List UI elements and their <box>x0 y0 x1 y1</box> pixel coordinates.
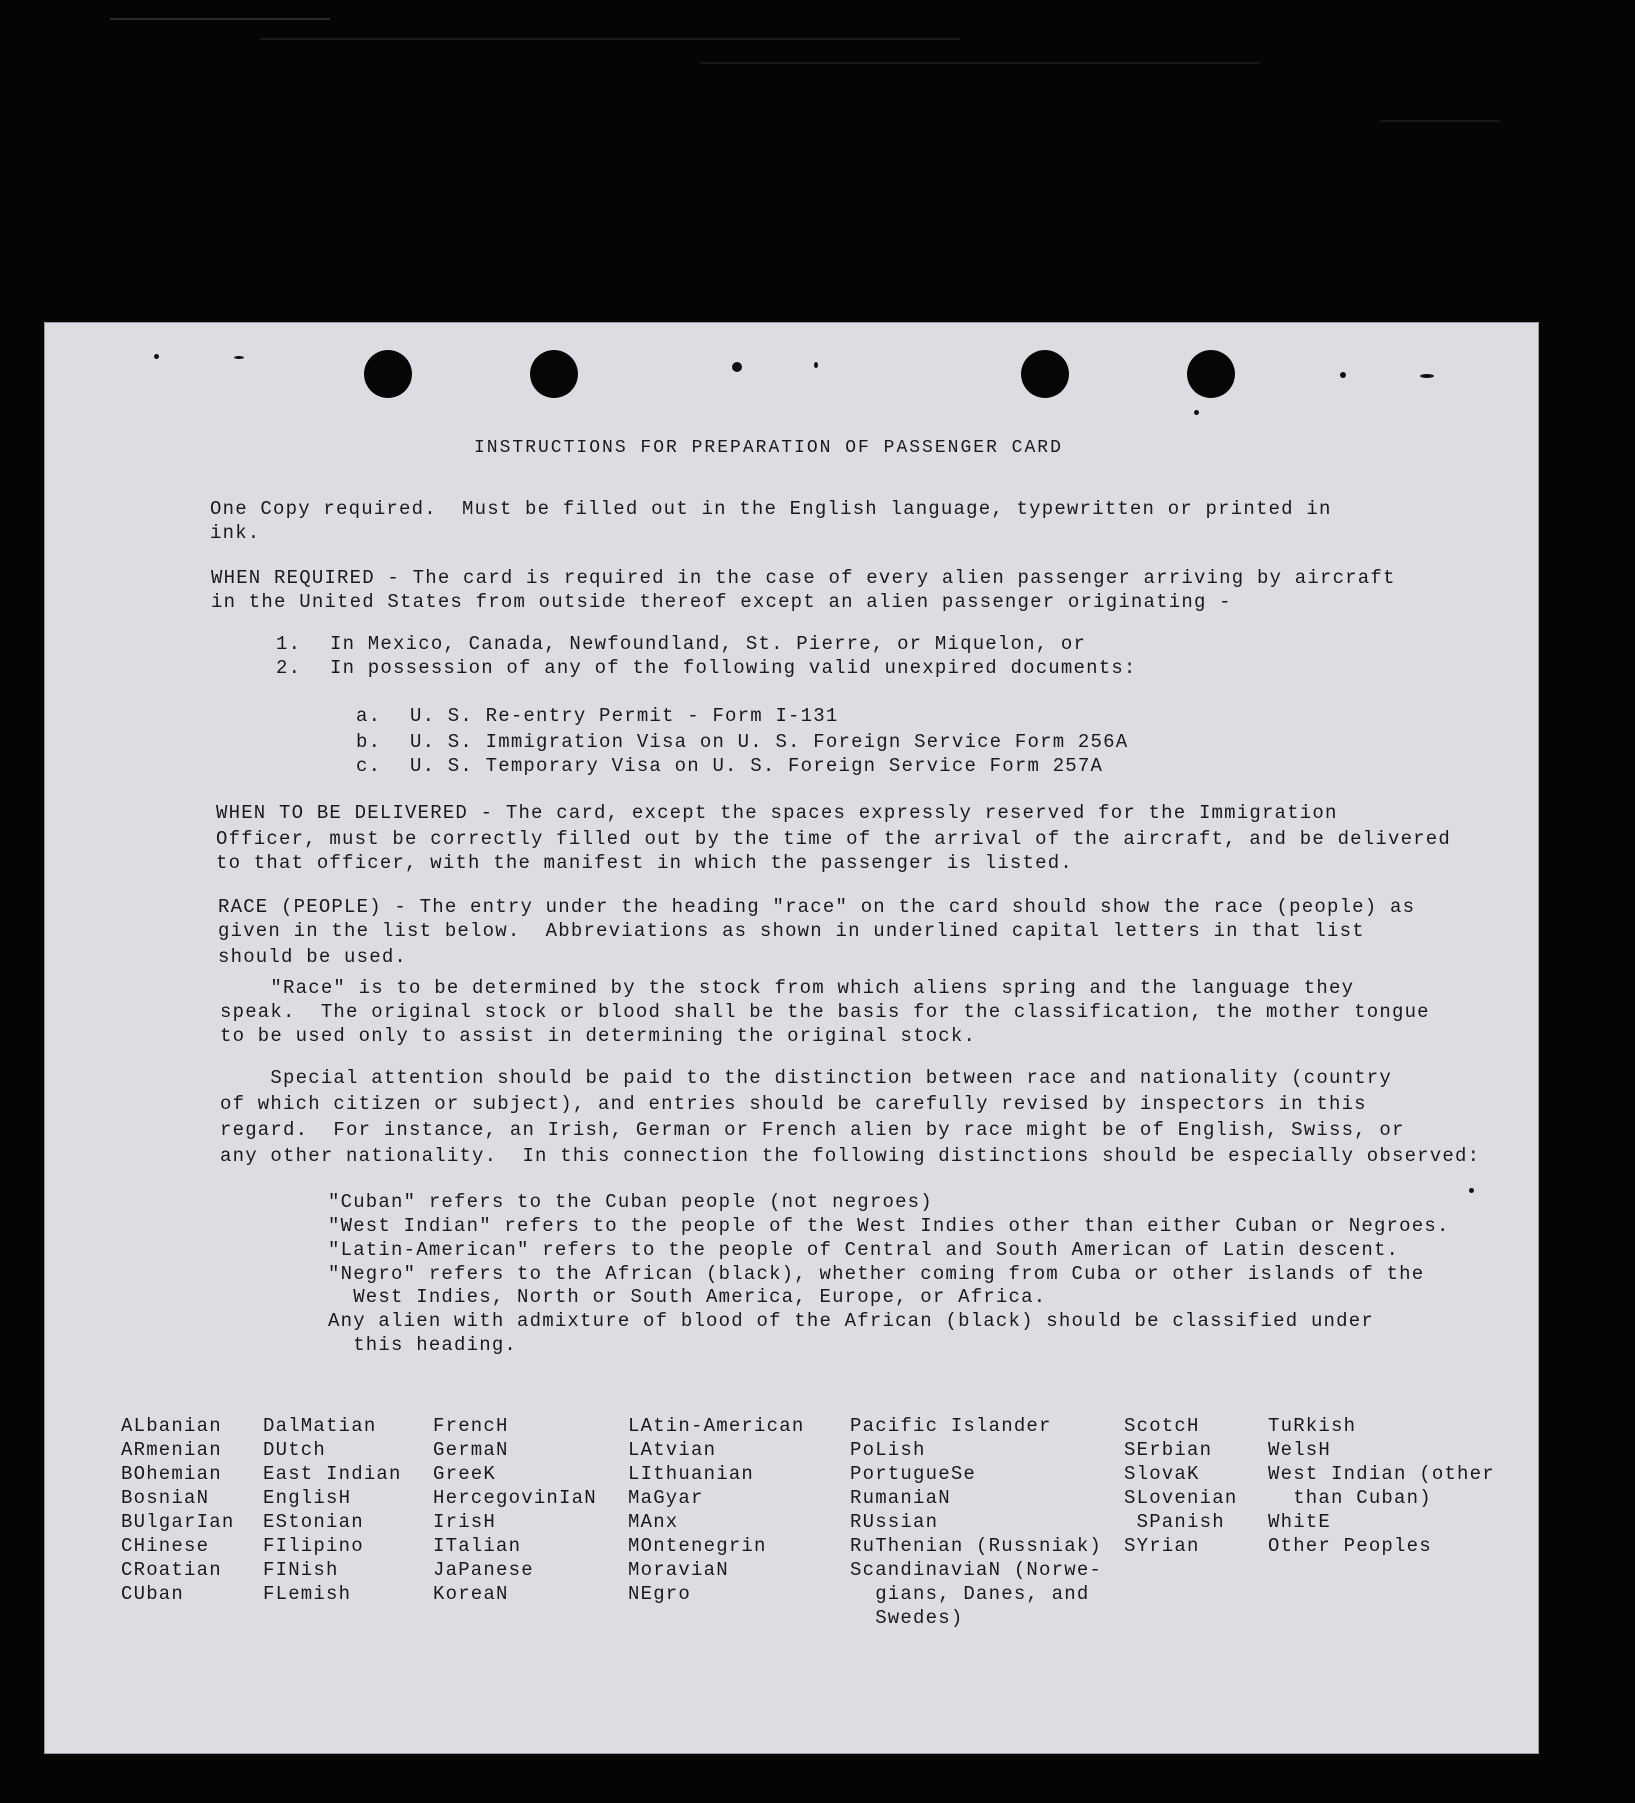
punch-hole <box>1187 350 1235 398</box>
race-item: BUlgarIan <box>121 1511 235 1533</box>
intro-line: One Copy required. Must be filled out in the English language, typewritten or printed in <box>210 498 1332 520</box>
race-item: BosniaN <box>121 1487 210 1509</box>
ink-speck <box>732 362 742 372</box>
race-item: MOntenegrin <box>628 1535 767 1557</box>
race-item: PoLish <box>850 1439 926 1461</box>
special-attention-line: any other nationality. In this connection the following distinctions should be especially observed: <box>220 1145 1481 1167</box>
race-item: RumaniaN <box>850 1487 951 1509</box>
film-streak <box>110 18 330 20</box>
race-item: SlovaK <box>1124 1463 1200 1485</box>
document-text-line: U. S. Re-entry Permit - Form I-131 <box>410 705 839 727</box>
race-item: IrisH <box>433 1511 497 1533</box>
race-item: than Cuban) <box>1268 1487 1432 1509</box>
race-item: ScotcH <box>1124 1415 1200 1437</box>
race-item: MAnx <box>628 1511 679 1533</box>
intro-line: ink. <box>210 522 261 544</box>
race-item: BOhemian <box>121 1463 222 1485</box>
race-item: LIthuanian <box>628 1463 755 1485</box>
ink-speck <box>1420 374 1434 378</box>
race-item: MoraviaN <box>628 1559 729 1581</box>
race-item: NEgro <box>628 1583 692 1605</box>
when-required-line: WHEN REQUIRED - The card is required in the case of every alien passenger arriving by aircraft <box>211 567 1396 589</box>
race-column-7 <box>1268 1414 1495 1558</box>
film-streak <box>700 62 1260 64</box>
race-item: East Indian <box>263 1463 402 1485</box>
race-item: FINish <box>263 1559 339 1581</box>
race-item: GreeK <box>433 1463 497 1485</box>
distinction-line: this heading. <box>328 1334 518 1356</box>
race-item: WelsH <box>1268 1439 1332 1461</box>
ink-speck <box>1469 1188 1474 1193</box>
race-item: EnglisH <box>263 1487 352 1509</box>
race-determined-line: "Race" is to be determined by the stock from which aliens spring and the language they <box>220 977 1355 999</box>
race-item: Pacific Islander <box>850 1415 1052 1437</box>
race-item: ALbanian <box>121 1415 222 1437</box>
race-item: RuThenian (Russniak) <box>850 1535 1103 1557</box>
race-determined-line: to be used only to assist in determining the original stock. <box>220 1025 977 1047</box>
race-item: ScandinaviaN (Norwe- <box>850 1559 1103 1581</box>
document-page <box>44 322 1539 1754</box>
special-attention-line: of which citizen or subject), and entries should be carefully revised by inspectors in this <box>220 1093 1367 1115</box>
ink-speck <box>1340 372 1346 378</box>
document-letter: a. <box>356 705 382 727</box>
race-item: CHinese <box>121 1535 210 1557</box>
race-determined-line: speak. The original stock or blood shall be the basis for the classification, the mother tongue <box>220 1001 1430 1023</box>
race-item: GermaN <box>433 1439 509 1461</box>
race-column-5 <box>850 1414 1102 1630</box>
race-item: JaPanese <box>433 1559 534 1581</box>
race-item: HercegovinIaN <box>433 1487 597 1509</box>
film-streak <box>1380 120 1500 122</box>
race-item: ITalian <box>433 1535 522 1557</box>
race-item: Other Peoples <box>1268 1535 1432 1557</box>
race-item: TuRkish <box>1268 1415 1357 1437</box>
race-item: MaGyar <box>628 1487 704 1509</box>
when-delivered-line: WHEN TO BE DELIVERED - The card, except the spaces expressly reserved for the Immigration <box>216 802 1338 824</box>
distinction-line: West Indies, North or South America, Europe, or Africa. <box>328 1286 1047 1308</box>
ink-speck <box>154 354 159 359</box>
race-column-4 <box>628 1414 804 1606</box>
distinction-line: "Negro" refers to the African (black), whether coming from Cuba or other islands of the <box>328 1263 1425 1285</box>
origin-text: In possession of any of the following valid unexpired documents: <box>330 657 1137 679</box>
distinction-line: Any alien with admixture of blood of the African (black) should be classified under <box>328 1310 1374 1332</box>
race-item: EStonian <box>263 1511 364 1533</box>
race-item: PortugueSe <box>850 1463 977 1485</box>
document-letter: c. <box>356 755 382 777</box>
race-column-2 <box>263 1414 402 1606</box>
race-column-1 <box>121 1414 234 1606</box>
race-people-line: given in the list below. Abbreviations as shown in underlined capital letters in that list <box>218 920 1365 942</box>
race-item: West Indian (other <box>1268 1463 1495 1485</box>
race-item: LAtvian <box>628 1439 717 1461</box>
when-delivered-line: Officer, must be correctly filled out by the time of the arrival of the aircraft, and be delivered <box>216 828 1451 850</box>
special-attention-line: regard. For instance, an Irish, German or French alien by race might be of English, Swiss, or <box>220 1119 1405 1141</box>
punch-hole <box>1021 350 1069 398</box>
punch-hole <box>364 350 412 398</box>
race-item: SErbian <box>1124 1439 1213 1461</box>
when-delivered-line: to that officer, with the manifest in which the passenger is listed. <box>216 852 1073 874</box>
race-item: Swedes) <box>850 1607 964 1629</box>
race-item: FIlipino <box>263 1535 364 1557</box>
race-item: SYrian <box>1124 1535 1200 1557</box>
origin-number: 1. <box>276 633 302 655</box>
film-streak <box>260 38 960 40</box>
race-item: FLemish <box>263 1583 352 1605</box>
origin-number: 2. <box>276 657 302 679</box>
page-title: INSTRUCTIONS FOR PREPARATION OF PASSENGER CARD <box>474 438 1063 458</box>
race-item: RUssian <box>850 1511 939 1533</box>
race-column-3 <box>433 1414 597 1606</box>
race-item: SPanish <box>1124 1511 1225 1533</box>
document-text-line: U. S. Temporary Visa on U. S. Foreign Service Form 257A <box>410 755 1104 777</box>
distinction-line: "West Indian" refers to the people of the West Indies other than either Cuban or Negroes. <box>328 1215 1450 1237</box>
distinction-line: "Latin-American" refers to the people of Central and South American of Latin descent. <box>328 1239 1400 1261</box>
punch-hole <box>530 350 578 398</box>
race-item: KoreaN <box>433 1583 509 1605</box>
race-item: FrencH <box>433 1415 509 1437</box>
race-item: DUtch <box>263 1439 327 1461</box>
origin-text: In Mexico, Canada, Newfoundland, St. Pierre, or Miquelon, or <box>330 633 1087 655</box>
ink-speck <box>1194 410 1199 415</box>
ink-speck <box>234 356 244 359</box>
race-people-line: RACE (PEOPLE) - The entry under the heading "race" on the card should show the race (people) as <box>218 896 1416 918</box>
when-required-line: in the United States from outside thereof except an alien passenger originating - <box>211 591 1232 613</box>
race-item: CUban <box>121 1583 185 1605</box>
special-attention-line: Special attention should be paid to the distinction between race and nationality (country <box>220 1067 1392 1089</box>
document-text-line: U. S. Immigration Visa on U. S. Foreign Service Form 256A <box>410 731 1129 753</box>
document-letter: b. <box>356 731 382 753</box>
race-people-line: should be used. <box>218 946 408 968</box>
race-item: LAtin-American <box>628 1415 805 1437</box>
race-item: SLovenian <box>1124 1487 1238 1509</box>
race-column-6 <box>1124 1414 1237 1558</box>
ink-speck <box>814 362 818 368</box>
race-item: WhitE <box>1268 1511 1332 1533</box>
race-item: CRoatian <box>121 1559 222 1581</box>
race-item: ARmenian <box>121 1439 222 1461</box>
distinction-line: "Cuban" refers to the Cuban people (not negroes) <box>328 1191 933 1213</box>
race-item: gians, Danes, and <box>850 1583 1090 1605</box>
race-item: DalMatian <box>263 1415 377 1437</box>
